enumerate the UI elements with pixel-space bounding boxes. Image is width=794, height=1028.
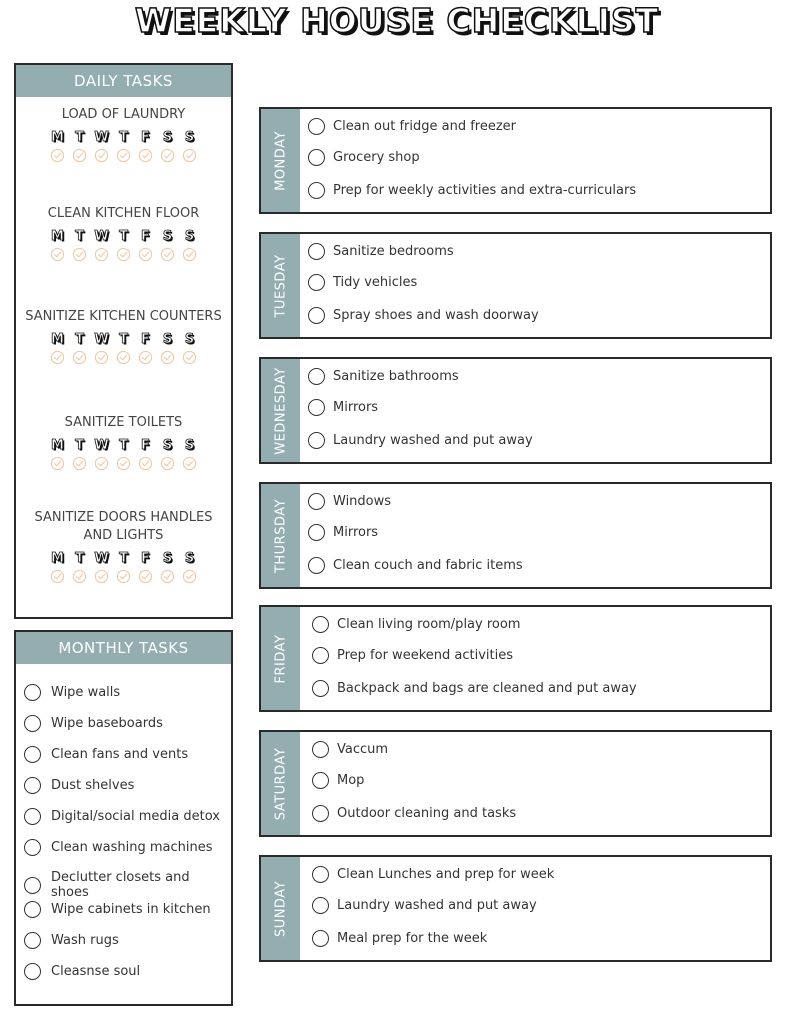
day-letter: S [184, 551, 195, 566]
monthly-task-item[interactable] [24, 684, 120, 701]
check-circle-icon[interactable] [157, 569, 179, 584]
checkbox-circle-icon[interactable] [312, 616, 329, 633]
weekly-task-item[interactable] [312, 805, 516, 822]
checkbox-circle-icon[interactable] [308, 368, 325, 385]
weekly-task-item[interactable] [312, 680, 637, 697]
day-letters [16, 130, 231, 145]
check-circle-icon[interactable] [47, 569, 69, 584]
day-letter: T [75, 229, 84, 244]
monthly-task-item[interactable] [24, 746, 188, 763]
checkbox-circle-icon[interactable] [24, 877, 41, 894]
checkbox-circle-icon[interactable] [24, 715, 41, 732]
weekly-task-label: Laundry washed and put away [337, 898, 537, 913]
weekly-task-item[interactable] [308, 149, 420, 166]
monthly-task-label: Wipe walls [51, 685, 121, 700]
check-circle-icon[interactable] [157, 247, 179, 262]
day-tab [261, 732, 300, 835]
weekly-task-item[interactable] [312, 772, 364, 789]
checkbox-circle-icon[interactable] [24, 684, 41, 701]
day-label: SATURDAY [273, 747, 288, 820]
check-circle-icon[interactable] [91, 148, 113, 163]
weekly-task-label: Laundry washed and put away [333, 433, 533, 448]
checkbox-circle-icon[interactable] [308, 432, 325, 449]
checkbox-circle-icon[interactable] [24, 808, 41, 825]
weekly-task-item[interactable] [308, 274, 417, 291]
monthly-task-label: Digital/social media detox [51, 809, 220, 824]
day-letters [16, 229, 231, 244]
weekly-task-item[interactable] [312, 616, 520, 633]
weekly-task-label: Clean Lunches and prep for week [337, 867, 555, 882]
day-tab [261, 607, 300, 710]
check-circle-icon[interactable] [179, 148, 201, 163]
weekly-task-label: Mirrors [333, 400, 379, 415]
day-box-sunday [259, 855, 772, 962]
day-letter: W [94, 551, 109, 566]
day-letter: S [184, 130, 195, 145]
monthly-task-item[interactable] [24, 901, 211, 918]
weekly-task-label: Grocery shop [333, 150, 420, 165]
day-letter: T [119, 332, 128, 347]
checkbox-circle-icon[interactable] [24, 746, 41, 763]
day-letter: F [141, 332, 150, 347]
weekly-task-item[interactable] [308, 399, 378, 416]
day-checks [16, 148, 231, 163]
monthly-task-label: Clean washing machines [51, 840, 213, 855]
day-letter: M [51, 229, 64, 244]
weekly-task-item[interactable] [308, 493, 391, 510]
checkbox-circle-icon[interactable] [308, 274, 325, 291]
day-letter: M [51, 551, 64, 566]
day-label: THURSDAY [273, 498, 288, 573]
check-circle-icon[interactable] [47, 148, 69, 163]
check-circle-icon[interactable] [47, 247, 69, 262]
check-circle-icon[interactable] [69, 148, 91, 163]
weekly-task-label: Clean couch and fabric items [333, 558, 523, 573]
day-tab [261, 234, 300, 337]
monthly-task-item[interactable] [24, 932, 119, 949]
day-letter: S [162, 551, 173, 566]
check-circle-icon[interactable] [91, 350, 113, 365]
day-tab [261, 359, 300, 462]
weekly-task-label: Vaccum [337, 742, 389, 757]
weekly-task-item[interactable] [308, 182, 636, 199]
day-letter: S [162, 130, 173, 145]
day-label: WEDNESDAY [273, 366, 288, 455]
day-checks [16, 569, 231, 584]
weekly-task-label: Windows [333, 494, 392, 509]
daily-task [16, 205, 231, 262]
checkbox-circle-icon[interactable] [308, 243, 325, 260]
day-label: TUESDAY [273, 253, 288, 318]
checkbox-circle-icon[interactable] [24, 963, 41, 980]
day-letter: T [119, 130, 128, 145]
monthly-task-label: Clean fans and vents [51, 747, 189, 762]
weekly-task-label: Prep for weekend activities [337, 648, 513, 663]
day-box-friday [259, 605, 772, 712]
day-letter: S [184, 229, 195, 244]
monthly-task-label: Wipe baseboards [51, 716, 163, 731]
day-letters [16, 551, 231, 566]
day-checks [16, 350, 231, 365]
day-letter: F [141, 551, 150, 566]
day-letter: T [75, 551, 84, 566]
daily-task-name: SANITIZE DOORS HANDLES AND LIGHTS [34, 510, 213, 543]
check-circle-icon[interactable] [135, 247, 157, 262]
monthly-tasks-header: MONTHLY TASKS [16, 632, 231, 664]
day-box-tuesday [259, 232, 772, 339]
weekly-task-item[interactable] [308, 368, 459, 385]
weekly-task-label: Tidy vehicles [333, 275, 418, 290]
monthly-task-item[interactable] [24, 839, 213, 856]
day-letter: M [51, 130, 64, 145]
check-circle-icon[interactable] [69, 350, 91, 365]
weekly-task-label: Sanitize bathrooms [333, 369, 459, 384]
daily-task-name: LOAD OF LAUNDRY [61, 107, 186, 122]
check-circle-icon[interactable] [91, 456, 113, 471]
day-letter: S [162, 438, 173, 453]
day-letter: W [94, 229, 109, 244]
weekly-task-item[interactable] [312, 741, 388, 758]
checkbox-circle-icon[interactable] [312, 741, 329, 758]
day-letter: F [141, 438, 150, 453]
monthly-task-label: Dust shelves [51, 778, 135, 793]
checkbox-circle-icon[interactable] [308, 118, 325, 135]
daily-task-name: SANITIZE TOILETS [64, 415, 183, 430]
day-tab [261, 484, 300, 587]
day-label: SUNDAY [273, 880, 288, 937]
monthly-task-label: Wash rugs [51, 933, 119, 948]
weekly-task-label: Sanitize bedrooms [333, 244, 454, 259]
monthly-task-item[interactable] [24, 963, 140, 980]
day-box-wednesday [259, 357, 772, 464]
weekly-task-label: Mop [337, 773, 365, 788]
check-circle-icon[interactable] [179, 456, 201, 471]
weekly-task-label: Outdoor cleaning and tasks [337, 806, 517, 821]
check-circle-icon[interactable] [135, 148, 157, 163]
check-circle-icon[interactable] [47, 456, 69, 471]
day-letter: T [75, 332, 84, 347]
day-letter: F [141, 130, 150, 145]
day-box-monday [259, 107, 772, 214]
check-circle-icon[interactable] [135, 456, 157, 471]
day-box-saturday [259, 730, 772, 837]
page-title: WEEKLY HOUSE CHECKLIST [134, 1, 660, 40]
check-circle-icon[interactable] [157, 148, 179, 163]
weekly-task-label: Clean living room/play room [337, 617, 521, 632]
checkbox-circle-icon[interactable] [312, 680, 329, 697]
monthly-task-item[interactable] [24, 808, 220, 825]
weekly-task-label: Prep for weekly activities and extra-curriculars [333, 183, 637, 198]
daily-task [16, 414, 231, 471]
checkbox-circle-icon[interactable] [24, 901, 41, 918]
day-letter: S [162, 229, 173, 244]
checkbox-circle-icon[interactable] [308, 557, 325, 574]
checkbox-circle-icon[interactable] [308, 182, 325, 199]
check-circle-icon[interactable] [179, 350, 201, 365]
checkbox-circle-icon[interactable] [308, 307, 325, 324]
check-circle-icon[interactable] [135, 350, 157, 365]
check-circle-icon[interactable] [179, 569, 201, 584]
day-label: MONDAY [273, 130, 288, 191]
day-box-thursday [259, 482, 772, 589]
weekly-task-label: Spray shoes and wash doorway [333, 308, 539, 323]
check-circle-icon[interactable] [69, 456, 91, 471]
day-letter: T [119, 551, 128, 566]
day-letters [16, 438, 231, 453]
day-checks [16, 247, 231, 262]
day-letter: M [51, 332, 64, 347]
day-checks [16, 456, 231, 471]
checkbox-circle-icon[interactable] [312, 930, 329, 947]
daily-tasks-panel [14, 63, 233, 619]
day-letter: W [94, 332, 109, 347]
checkbox-circle-icon[interactable] [308, 524, 325, 541]
weekly-task-item[interactable] [312, 866, 554, 883]
weekly-task-label: Clean out fridge and freezer [333, 119, 517, 134]
monthly-task-item[interactable] [24, 777, 134, 794]
checkbox-circle-icon[interactable] [312, 647, 329, 664]
checkbox-circle-icon[interactable] [24, 839, 41, 856]
day-letter: S [184, 438, 195, 453]
weekly-task-item[interactable] [308, 557, 523, 574]
check-circle-icon[interactable] [69, 247, 91, 262]
weekly-task-item[interactable] [308, 524, 378, 541]
day-letter: W [94, 438, 109, 453]
weekly-task-item[interactable] [308, 118, 516, 135]
checkbox-circle-icon[interactable] [312, 772, 329, 789]
check-circle-icon[interactable] [113, 350, 135, 365]
monthly-task-label: Wipe cabinets in kitchen [51, 902, 211, 917]
day-letter: T [75, 130, 84, 145]
checkbox-circle-icon[interactable] [308, 493, 325, 510]
day-letter: T [75, 438, 84, 453]
check-circle-icon[interactable] [113, 456, 135, 471]
daily-task [16, 308, 231, 365]
weekly-task-item[interactable] [308, 307, 539, 324]
day-letter: S [162, 332, 173, 347]
daily-task [16, 106, 231, 163]
day-letter: S [184, 332, 195, 347]
check-circle-icon[interactable] [113, 569, 135, 584]
weekly-task-label: Mirrors [333, 525, 379, 540]
monthly-task-item[interactable] [24, 870, 231, 900]
daily-task-name: SANITIZE KITCHEN COUNTERS [25, 309, 222, 324]
daily-task [16, 509, 231, 584]
weekly-task-item[interactable] [308, 243, 454, 260]
weekly-task-label: Backpack and bags are cleaned and put away [337, 681, 637, 696]
check-circle-icon[interactable] [113, 148, 135, 163]
checkbox-circle-icon[interactable] [312, 805, 329, 822]
checkbox-circle-icon[interactable] [24, 777, 41, 794]
weekly-task-item[interactable] [312, 647, 513, 664]
check-circle-icon[interactable] [91, 569, 113, 584]
check-circle-icon[interactable] [157, 350, 179, 365]
day-letter: T [119, 229, 128, 244]
check-circle-icon[interactable] [91, 247, 113, 262]
checkbox-circle-icon[interactable] [308, 149, 325, 166]
checkbox-circle-icon[interactable] [312, 866, 329, 883]
check-circle-icon[interactable] [47, 350, 69, 365]
day-letter: W [94, 130, 109, 145]
day-tab [261, 857, 300, 960]
weekly-task-item[interactable] [308, 432, 533, 449]
checkbox-circle-icon[interactable] [24, 932, 41, 949]
day-letter: T [119, 438, 128, 453]
monthly-task-item[interactable] [24, 715, 163, 732]
monthly-tasks-panel [14, 630, 233, 1006]
check-circle-icon[interactable] [135, 569, 157, 584]
check-circle-icon[interactable] [157, 456, 179, 471]
weekly-task-item[interactable] [312, 930, 487, 947]
check-circle-icon[interactable] [179, 247, 201, 262]
check-circle-icon[interactable] [69, 569, 91, 584]
checkbox-circle-icon[interactable] [312, 897, 329, 914]
day-label: FRIDAY [273, 634, 288, 683]
weekly-task-item[interactable] [312, 897, 537, 914]
day-letters [16, 332, 231, 347]
day-letter: M [51, 438, 64, 453]
check-circle-icon[interactable] [113, 247, 135, 262]
checkbox-circle-icon[interactable] [308, 399, 325, 416]
monthly-task-label: Declutter closets and shoes [51, 870, 190, 900]
monthly-task-label: Cleasnse soul [51, 964, 141, 979]
weekly-task-label: Meal prep for the week [337, 931, 488, 946]
daily-tasks-header: DAILY TASKS [16, 65, 231, 97]
daily-task-name: CLEAN KITCHEN FLOOR [47, 206, 200, 221]
day-tab [261, 109, 300, 212]
day-letter: F [141, 229, 150, 244]
